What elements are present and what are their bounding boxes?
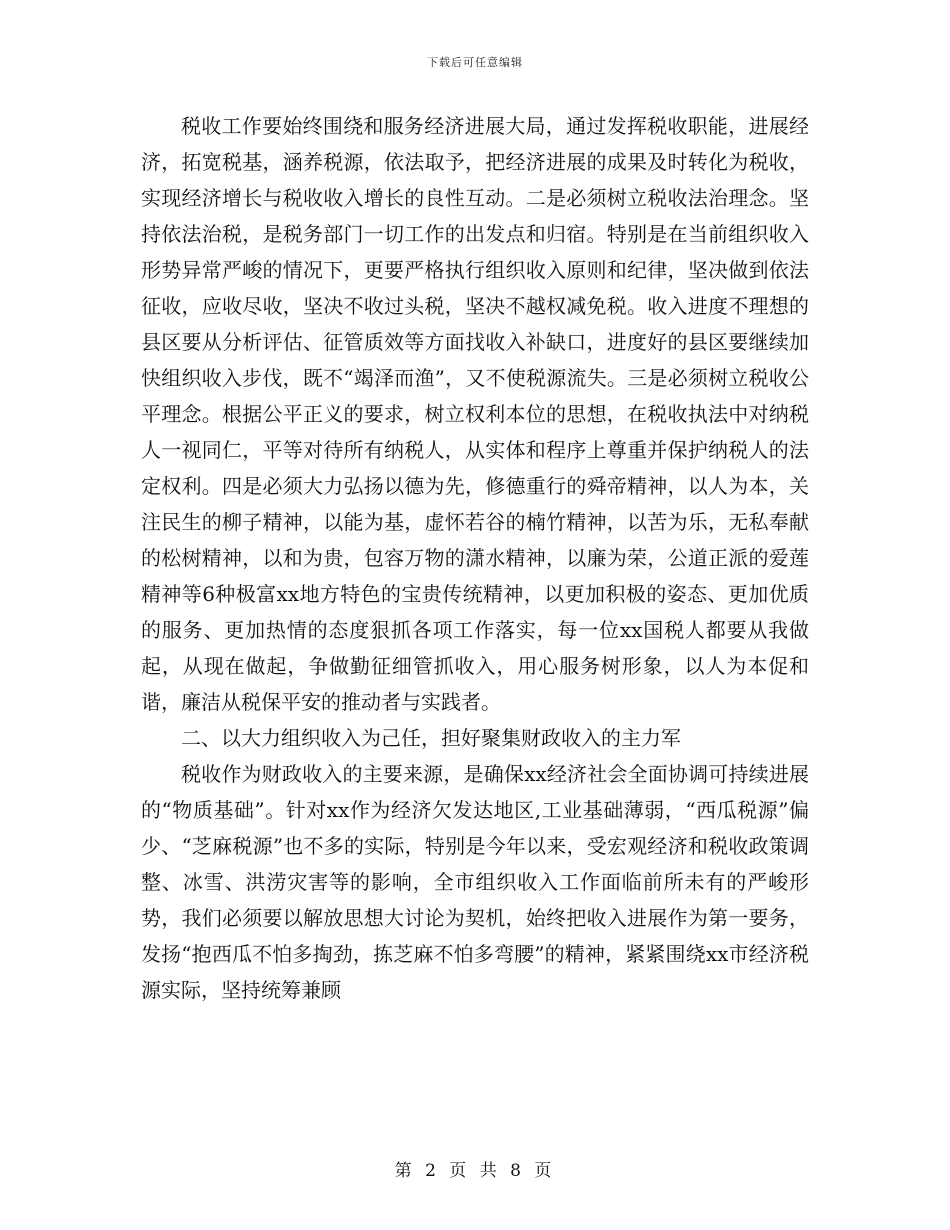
body-paragraph: 税收工作要始终围绕和服务经济进展大局，通过发挥税收职能，进展经济，拓宽税基，涵养税源，依法取予，把经济进展的成果及时转化为税收，实现经济增长与税收收入增长的良性互动。二是必须树立税收法治理念。坚持依法治税，是税务部门一切工作的出发点和归宿。特别是在当前组织收入形势异常严峻的情况下，更要严格执行组织收入原则和纪律，坚决做到依法征收，应收尽收，坚决不收过头税，坚决不越权减免税。收入进度不理想的县区要从分析评估、征管质效等方面找收入补缺口，进度好的县区要继续加快组织收入步伐，既不“竭泽而渔”，又不使税源流失。三是必须树立税收公平理念。根据公平正义的要求，树立权利本位的思想，在税收执法中对纳税人一视同仁，平等对待所有纳税人，从实体和程序上尊重并保护纳税人的法定权利。四是必须大力弘扬以德为先，修德重行的舜帝精神，以人为本，关注民生的柳子精神，以能为基，虚怀若谷的楠竹精神，以苦为乐，无私奉献的松树精神，以和为贵，包容万物的潇水精神，以廉为荣，公道正派的爱莲精神等6种极富xx地方特色的宝贵传统精神，以更加积极的姿态、更加优质的服务、更加热情的态度狠抓各项工作落实，每一位xx国税人都要从我做起，从现在做起，争做勤征细管抓收入，用心服务树形象，以人为本促和谐，廉洁从税保平安的推动者与实践者。 xyxy=(141,114,809,714)
page-header-note: 下载后可任意编辑 xyxy=(427,56,523,69)
section-heading: 二、以大力组织收入为己任，担好聚集财政收入的主力军 xyxy=(181,726,681,750)
body-paragraph: 税收作为财政收入的主要来源，是确保xx经济社会全面协调可持续进展的“物质基础”。针对xx作为经济欠发达地区,工业基础薄弱，“西瓜税源”偏少、“芝麻税源”也不多的实际，特别是今年以来，受宏观经济和税收政策调整、冰雪、洪涝灾害等的影响，全市组织收入工作面临前所未有的严峻形势，我们必须要以解放思想大讨论为契机，始终把收入进展作为第一要务，发扬“抱西瓜不怕多掏劲，拣芝麻不怕多弯腰”的精神，紧紧围绕xx市经济税源实际，坚持统筹兼顾 xyxy=(141,762,809,1002)
document-body xyxy=(141,108,809,1008)
page-number-footer: 第 2 页 共 8 页 xyxy=(394,1161,556,1181)
